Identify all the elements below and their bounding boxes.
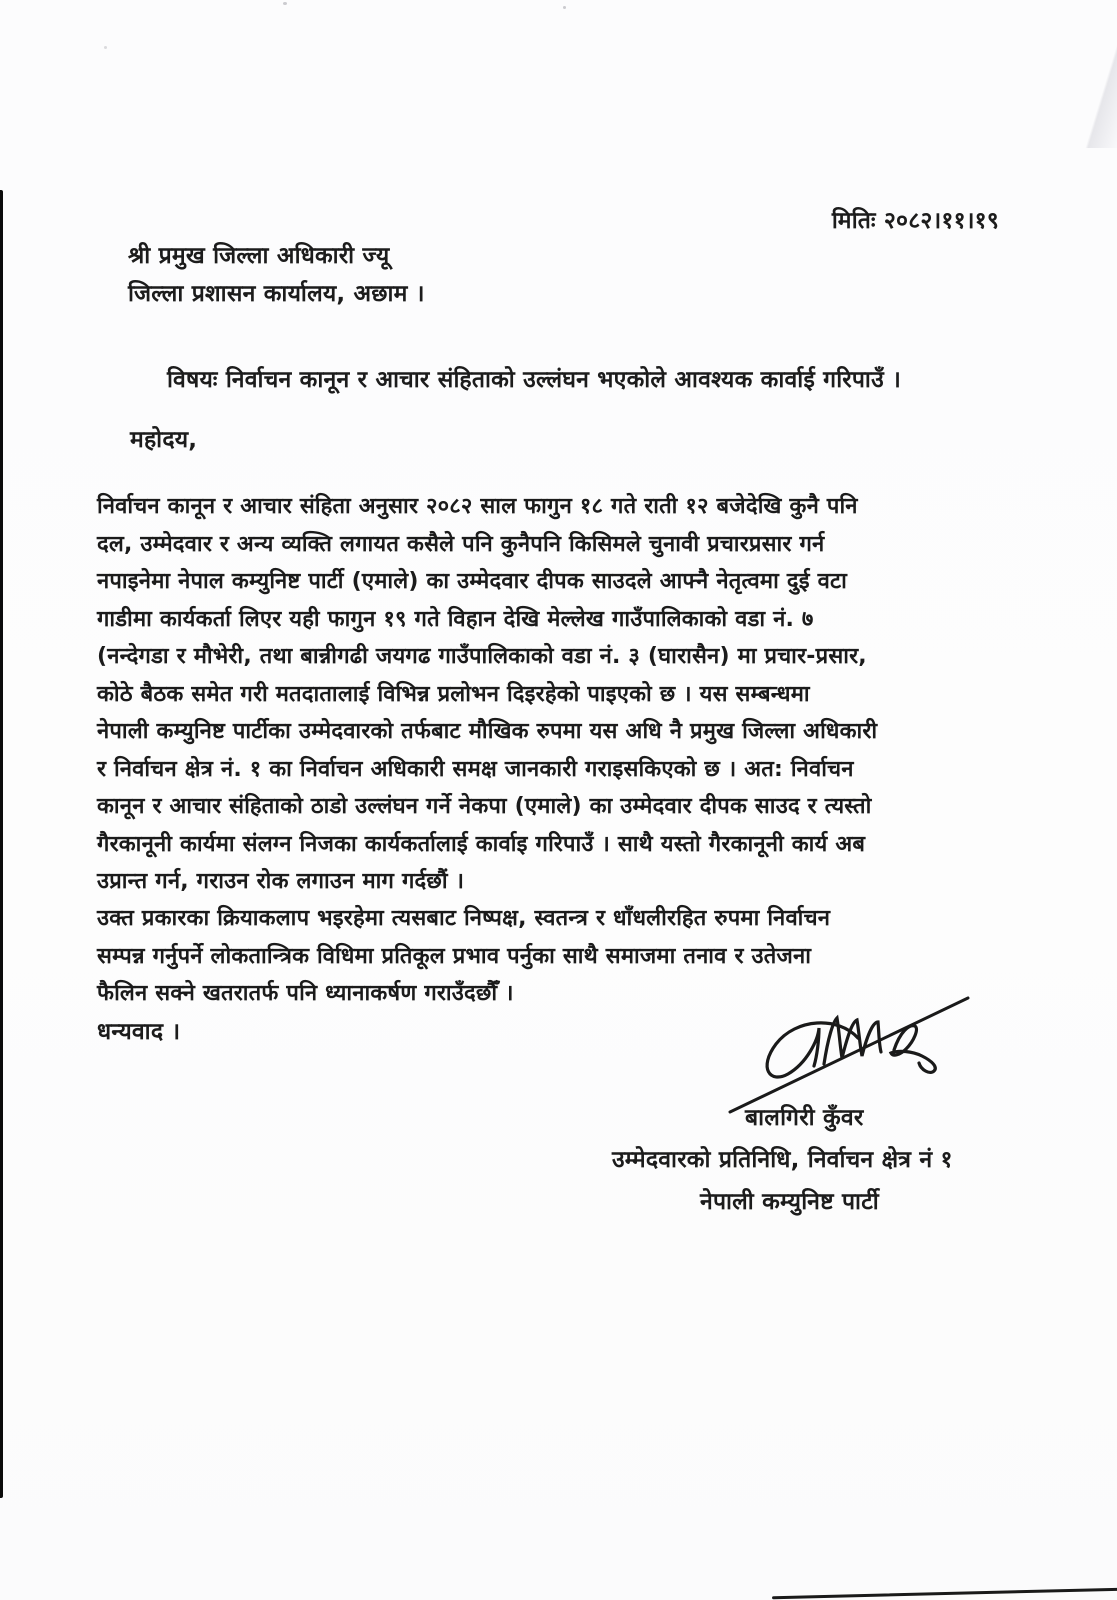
body-line: दल, उम्मेदवार र अन्य व्यक्ति लगायत कसैले पनि कुनैपनि किसिमले चुनावी प्रचारप्रसार गर्न — [97, 532, 825, 557]
body-line: गैरकानूनी कार्यमा संलग्न निजका कार्यकर्तालाई कार्वाइ गरिपाउँ । साथै यस्तो गैरकानूनी कार्य अब — [97, 832, 866, 857]
signer-name: बालगिरी कुँवर — [745, 1105, 864, 1131]
signer-party: नेपाली कम्युनिष्ट पार्टी — [700, 1189, 879, 1215]
letter-date: मितिः २०८२।११।१९ — [831, 208, 999, 234]
signature-scribble — [700, 978, 1000, 1118]
body-line: उप्रान्त गर्न, गराउन रोक लगाउन माग गर्दछौं । — [97, 869, 465, 894]
body-line: कानून र आचार संहिताको ठाडो उल्लंघन गर्ने नेकपा (एमाले) का उम्मेदवार दीपक साउद र त्यस्तो — [97, 794, 872, 819]
body-line: गाडीमा कार्यकर्ता लिएर यही फागुन १९ गते विहान देखि मेल्लेख गाउँपालिकाको वडा नं. ७ — [97, 607, 814, 632]
body-line: नपाइनेमा नेपाल कम्युनिष्ट पार्टी (एमाले) का उम्मेदवार दीपक साउदले आफ्नै नेतृत्वमा दुई वटा — [97, 569, 848, 594]
body-line: नेपाली कम्युनिष्ट पार्टीका उम्मेदवारको तर्फबाट मौखिक रुपमा यस अधि नै प्रमुख जिल्ला अधिकारी — [97, 719, 878, 744]
body-line: सम्पन्न गर्नुपर्ने लोकतान्त्रिक विधिमा प्रतिकूल प्रभाव पर्नुका साथै समाजमा तनाव र उतेजना — [97, 944, 812, 969]
body-line: निर्वाचन कानून र आचार संहिता अनुसार २०८२ साल फागुन १८ गते राती १२ बजेदेखि कुनै पनि — [97, 494, 858, 519]
body-line: उक्त प्रकारका क्रियाकलाप भइरहेमा त्यसबाट निष्पक्ष, स्वतन्त्र र धाँधलीरहित रुपमा निर्वाचन — [97, 906, 831, 931]
scan-speck — [283, 2, 287, 5]
signer-role: उम्मेदवारको प्रतिनिधि, निर्वाचन क्षेत्र नं १ — [612, 1147, 953, 1173]
subject-line: विषयः निर्वाचन कानून र आचार संहिताको उल्लंघन भएकोले आवश्यक कार्वाई गरिपाउँ । — [167, 367, 902, 393]
scan-edge-bar-left — [0, 190, 3, 1498]
closing-thanks: धन्यवाद । — [97, 1019, 181, 1045]
body-line: र निर्वाचन क्षेत्र नं. १ का निर्वाचन अधिकारी समक्ष जानकारी गराइसकिएको छ । अत: निर्वाचन — [97, 757, 854, 782]
addressee-line-2: जिल्ला प्रशासन कार्यालय, अछाम । — [128, 281, 425, 307]
scan-edge-line-bottom — [772, 1588, 1117, 1600]
body-line: कोठे बैठक समेत गरी मतदातालाई विभिन्न प्रलोभन दिइरहेको पाइएको छ । यस सम्बन्धमा — [97, 682, 810, 707]
addressee-line-1: श्री प्रमुख जिल्ला अधिकारी ज्यू — [128, 243, 390, 269]
body-line: फैलिन सक्ने खतरातर्फ पनि ध्यानाकर्षण गराउँदछौँ । — [97, 981, 514, 1006]
scan-speck — [563, 6, 566, 9]
scan-corner-shade — [1024, 0, 1117, 148]
salutation: महोदय, — [130, 427, 198, 453]
scan-speck — [104, 46, 107, 49]
body-line: (नन्देगडा र मौभेरी, तथा बान्नीगढी जयगढ गाउँपालिकाको वडा नं. ३ (घारासैन) मा प्रचार-प्रसार, — [97, 644, 867, 669]
